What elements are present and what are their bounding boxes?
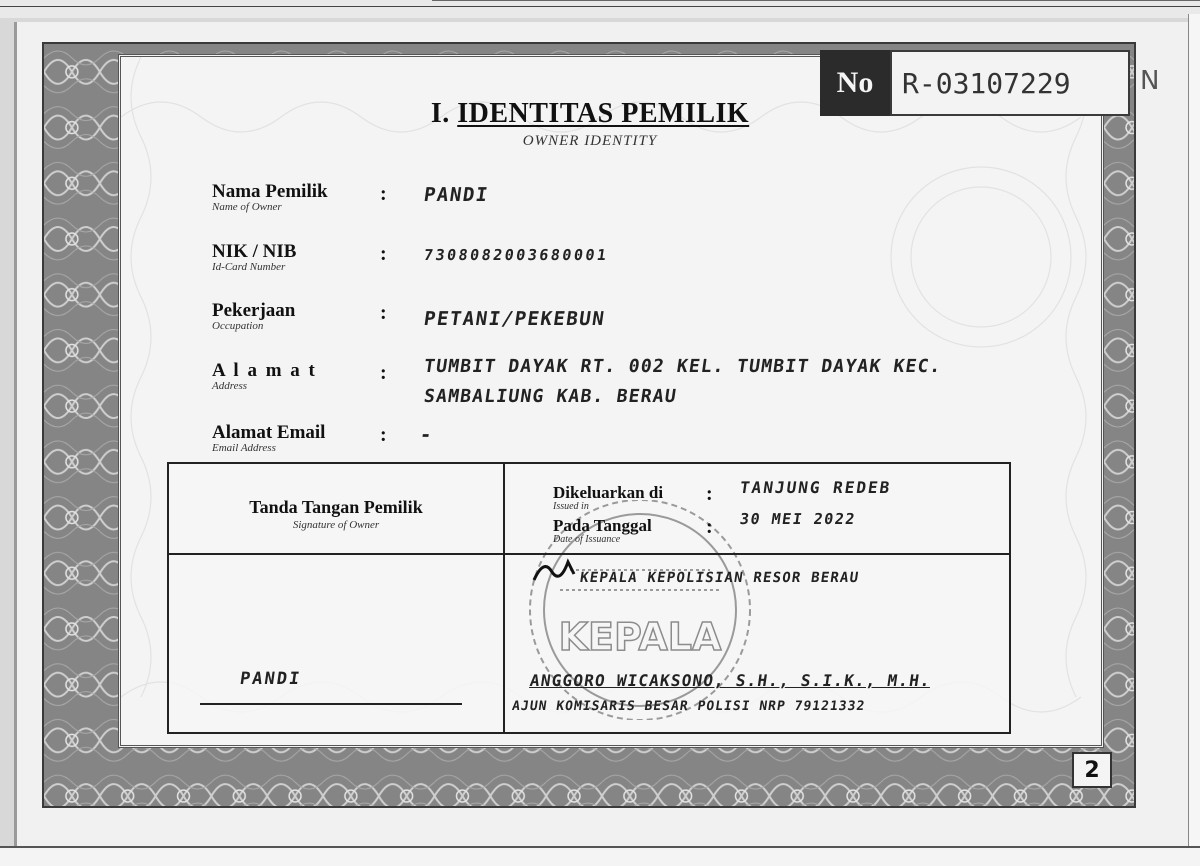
email-label-en: Email Address [212, 442, 276, 454]
occupation-label-en: Occupation [212, 320, 264, 332]
issued-on-label-text: Pada Tanggal [553, 516, 652, 535]
issued-at-value: TANJUNG REDEB [738, 478, 893, 497]
document-subtitle: OWNER IDENTITY [522, 133, 658, 149]
colon: : [706, 516, 713, 538]
colon: : [380, 424, 387, 446]
issued-on-label [553, 518, 652, 545]
edge-mark: N [1140, 66, 1160, 96]
owner-signature-name: PANDI [238, 669, 303, 689]
colon: : [380, 243, 387, 265]
signature-line [200, 703, 462, 705]
address-line-2: SAMBALIUNG KAB. BERAU [422, 386, 679, 407]
issued-on-value: 30 MEI 2022 [738, 510, 858, 528]
id-number-label-en: Id-Card Number [212, 261, 286, 273]
official-name: ANGGORO WICAKSONO, S.H., S.I.K., M.H. [528, 671, 933, 690]
title-text: IDENTITAS PEMILIK [457, 98, 750, 129]
title-numeral: I. [430, 98, 450, 129]
owner-name-label-en: Name of Owner [212, 201, 282, 213]
id-number-label-text: NIK / NIB [212, 241, 297, 262]
issued-at-label [553, 485, 663, 512]
adjacent-page-edge [1188, 14, 1200, 846]
colon: : [706, 483, 713, 505]
document-title [380, 98, 800, 130]
colon: : [380, 362, 387, 384]
scan-edge [432, 0, 1200, 1]
owner-name-label-text: Nama Pemilik [212, 181, 328, 202]
serial-number-label: No [820, 50, 890, 116]
owner-signature-title-en: Signature of Owner [292, 519, 380, 531]
owner-name-label [212, 183, 328, 213]
seal-text: KEPALA [558, 615, 722, 659]
email-label [212, 424, 325, 454]
table-divider [503, 462, 505, 734]
address-label-text: A l a m a t [212, 360, 317, 381]
id-number-label [212, 243, 296, 273]
id-number-value: 7308082003680001 [422, 246, 610, 264]
official-title: KEPALA KEPOLISIAN RESOR BERAU [578, 570, 861, 586]
address-label-en: Address [212, 380, 248, 392]
email-label-text: Alamat Email [212, 422, 326, 443]
address-label [212, 362, 317, 392]
serial-number-value: R-03107229 [890, 50, 1130, 116]
adjacent-page-edge [0, 846, 1200, 866]
colon: : [380, 302, 387, 324]
occupation-label [212, 302, 295, 332]
occupation-value: PETANI/PEKEBUN [422, 308, 607, 330]
address-line-1: TUMBIT DAYAK RT. 002 KEL. TUMBIT DAYAK KEC. [422, 356, 944, 377]
page-number: 2 [1072, 752, 1112, 788]
issued-on-label-en: Date of Issuance [553, 534, 621, 545]
owner-name-value: PANDI [422, 184, 491, 206]
owner-signature-title: Tanda Tangan Pemilik [249, 497, 423, 517]
official-rank: AJUN KOMISARIS BESAR POLISI NRP 79121332 [511, 699, 867, 714]
email-value: - [418, 424, 435, 446]
colon: : [380, 183, 387, 205]
issued-at-label-en: Issued in [553, 501, 589, 512]
occupation-label-text: Pekerjaan [212, 300, 296, 321]
scan-edge [0, 6, 1200, 7]
issued-at-label-text: Dikeluarkan di [553, 483, 664, 502]
